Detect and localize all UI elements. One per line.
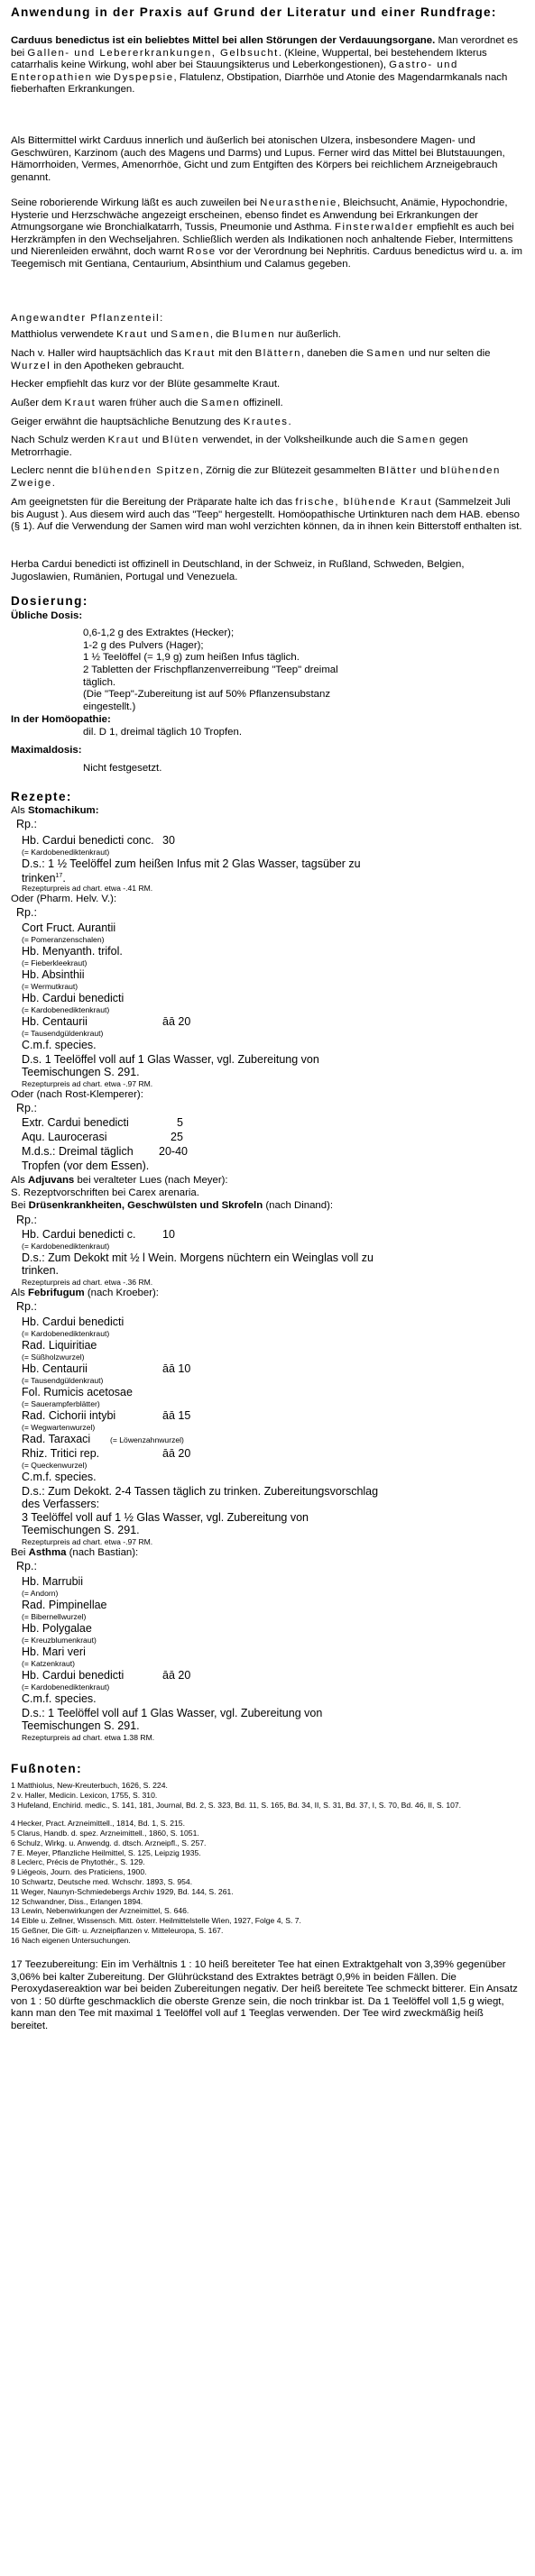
ingredient: Hb. Menyanth. trifol. (22, 945, 123, 958)
ingredient-note: (= Wermutkraut) (22, 982, 78, 991)
ingredient-note: (= Tausendgüldenkraut) (22, 1029, 104, 1038)
footnote: 5 Clarus, Handb. d. spez. Arzneimittell., 1860, S. 1051. (11, 1829, 199, 1838)
ingredient: Rad. Taraxaci (22, 1433, 91, 1445)
footnote: 1 Matthiolus, New-Kreuterbuch, 1626, S. 224. (11, 1781, 168, 1790)
ingredient: Aqu. Laurocerasi (22, 1131, 107, 1143)
plant-parts-line: Nach Schulz werden Kraut und Blüten verwendet, in der Volksheilkunde auch die Samen gegen Metrorrhagie. (11, 435, 468, 458)
recipe-price: Rezepturpreis ad chart. etwa -.97 RM. (22, 1079, 153, 1088)
footnote: 3 Hufeland, Enchirid. medic., S. 141, 181, Journal, Bd. 2, S. 323, Bd. 11, S. 165, Bd. 34, II, S. 31, Bd. 37, I, S. 70, Bd. 46, II, S. 107. (11, 1801, 462, 1810)
ingredient-note: (= Wegwartenwurzel) (22, 1423, 96, 1432)
ingredient: Rhiz. Tritici rep. (22, 1447, 100, 1460)
ingredient-note: (= Süßholzwurzel) (22, 1352, 85, 1361)
intro-paragraph-1: Carduus benedictus ist ein beliebtes Mittel bei allen Störungen der Verdauungsorgane. Man verordnet es bei Gallen- und Lebererkrankungen, Gelbsucht. (Kleine, Wuppertal, bei bestehendem Ikterus catarrhalis keine Wirkung, wohl aber bei Stauungsikterus und Leberkongestionen), Gastro- und Enteropathien wie Dyspepsie, Flatulenz, Obstipation, Diarrhöe und Atonie des Magendarmkanals nach fieberhaften Erkrankungen. (11, 35, 519, 96)
directions: D.s.: 1 ½ Teelöffel zum heißen Infus mit 2 Glas Wasser, tagsüber zu (22, 857, 361, 870)
ingredient-amount: 20-40 (159, 1145, 188, 1158)
ingredient-amount: 25 (171, 1131, 183, 1143)
ingredient-amount: āā 20 (162, 1669, 191, 1682)
directions: D.s.: Zum Dekokt mit ½ l Wein. Morgens nüchtern ein Weinglas voll zu (22, 1251, 374, 1264)
ingredient: Hb. Centaurii (22, 1015, 88, 1028)
recipe-intro: Als Adjuvans bei veralteter Lues (nach Meyer): (11, 1175, 228, 1186)
footnote: 11 Weger, Naunyn-Schmiedebergs Archiv 1929, Bd. 144, S. 261. (11, 1887, 234, 1896)
ingredient-note: (= Kreuzblumenkraut) (22, 1636, 97, 1645)
directions: 3 Teelöffel voll auf 1 ½ Glas Wasser, vgl. Zubereitung von (22, 1511, 309, 1524)
plant-parts-line: Am geeignetsten für die Bereitung der Präparate halte ich das frische, blühende Kraut (Sammelzeit Juli bis August ). Aus diesem wird auch das "Teep" hergestellt. Homöopathische Urtinkturen nach dem HAB. ebenso (§ 1). Auf die Verwendung der Samen wird man wohl verzichten können, da in ihnen kein Bitterstoff enthalten ist. (11, 497, 522, 533)
plant-parts-line: Matthiolus verwendete Kraut und Samen, die Blumen nur äußerlich. (11, 329, 341, 340)
ingredient-note: (= Kardobenediktenkraut) (22, 1242, 110, 1251)
footnote: 16 Nach eigenen Untersuchungen. (11, 1936, 131, 1945)
ingredient: Rad. Cichorii intybi (22, 1409, 116, 1422)
usual-dose-label: Übliche Dosis: (11, 610, 83, 621)
rp-label: Rp.: (16, 906, 37, 919)
footnote: 9 Liégeois, Journ. des Praticiens, 1900. (11, 1867, 147, 1876)
ingredient-amount: āā 20 (162, 1015, 191, 1028)
ingredient: Rad. Pimpinellae (22, 1599, 107, 1611)
footnote-17: 17 Teezubereitung: Ein im Verhältnis 1 : 10 heiß bereiteter Tee hat einen Extraktgehalt von 3,39% gegenüber 3,06% bei kalter Zubereitung. Der Glührückstand des Extraktes beträgt 0,9% in beiden Fällen. Die Peroxydasereaktion war bei beiden Zubereitungen negativ. Der heiß bereitete Tee schmeckt bitterer. Ein Ansatz von 1 : 50 dürfte geschmacklich die oberste Grenze sein, die noch trinkbar ist. Da 1 Teelöffel voll 1,5 g wiegt, kann man den Tee mit maximal 1 Teelöffel voll auf 1 Teeglas verwenden. Der Tee wird zweckmäßig heiß bereitet. (11, 1959, 518, 2031)
recipe-intro: Bei Asthma (nach Bastian): (11, 1547, 139, 1558)
ingredient: Hb. Cardui benedicti (22, 1669, 125, 1682)
rp-label: Rp.: (16, 1560, 37, 1572)
homeopathy-label: In der Homöopathie: (11, 714, 111, 725)
directions: C.m.f. species. (22, 1692, 97, 1705)
ingredient-amount: āā 15 (162, 1409, 191, 1422)
directions: C.m.f. species. (22, 1039, 97, 1051)
footnote: 10 Schwartz, Deutsche med. Wchschr. 1893, S. 954. (11, 1877, 193, 1886)
dose-line: 1 ½ Teelöffel (= 1,9 g) zum heißen Infus täglich. (83, 652, 300, 663)
recipe-intro: Bei Drüsenkrankheiten, Geschwülsten und Skrofeln (nach Dinand): (11, 1200, 334, 1211)
ingredient-note: (= Queckenwurzel) (22, 1461, 88, 1470)
footnote: 2 v. Haller, Medicin. Lexicon, 1755, S. 310. (11, 1791, 158, 1800)
ingredient-note: (= Sauerampferblätter) (22, 1399, 100, 1408)
ingredient: Hb. Cardui benedicti (22, 992, 125, 1004)
footnote: 14 Eible u. Zellner, Wissensch. Mitt. österr. Heilmittelstelle Wien, 1927, Folge 4, S. 7. (11, 1916, 301, 1925)
recipe-reference: S. Rezeptvorschriften bei Carex arenaria. (11, 1187, 199, 1198)
ingredient-amount: 5 (177, 1116, 183, 1129)
recipe-price: Rezepturpreis ad chart. etwa -.41 RM. (22, 884, 153, 893)
recipes-heading: Rezepte: (11, 790, 72, 803)
ingredient-note: (= Kardobenediktenkraut) (22, 1682, 110, 1691)
dose-line: 1-2 g des Pulvers (Hager); (83, 640, 204, 651)
intro-paragraph-2: Als Bittermittel wirkt Carduus innerlich und äußerlich bei atonischen Ulzera, insbesondere Magen- und Geschwüren, Karzinom (auch des Magens und Darms) und Lupus. Ferner wird das Mittel bei Blutstauungen, Hämorrhoiden, Vermes, Amenorrhöe, Gicht und zum Entgiften des Körpers bei reichlichem Arzneigebrauch genannt. (11, 135, 505, 183)
directions: trinken. (22, 1264, 59, 1277)
rp-label: Rp.: (16, 1214, 37, 1226)
page-title: Anwendung in der Praxis auf Grund der Literatur und einer Rundfrage: (11, 5, 497, 19)
dose-line: Nicht festgesetzt. (83, 763, 162, 774)
recipe-intro: Als Febrifugum (nach Kroeber): (11, 1288, 159, 1298)
ingredient-note: (= Kardobenediktenkraut) (22, 1005, 110, 1014)
intro-paragraph-3: Seine roborierende Wirkung läßt es auch zuweilen bei Neurasthenie, Bleichsucht, Anämie, Hypochondrie, Hysterie und Herzschwäche angezeigt erscheinen, ebenso findet es Anwendung bei Erkrankungen der Atmungsorgane wie Bronchialkatarrh, Tussis, Pneumonie und Asthma. Finsterwalder empfiehlt es auch bei Herzkrämpfen in den Wechseljahren. Schließlich werden als Indikationen noch anhaltende Fieber, Intermittens und Nierenleiden erwähnt, doch warnt Rose vor der Verordnung bei Nephritis. Carduus benedictus wird u. a. im Teegemisch mit Gentiana, Centaurium, Absinthium und Calamus gegeben. (11, 197, 522, 270)
footnote: 4 Hecker, Pract. Arzneimittell., 1814, Bd. 1, S. 215. (11, 1819, 185, 1828)
plant-parts-heading: Angewandter Pflanzenteil: (11, 313, 164, 324)
footnote: 6 Schulz, Wirkg. u. Anwendg. d. dtsch. Arzneipfl., S. 257. (11, 1838, 207, 1847)
plant-parts-line: Hecker empfiehlt das kurz vor der Blüte gesammelte Kraut. (11, 379, 281, 390)
dose-line: dil. D 1, dreimal täglich 10 Tropfen. (83, 727, 243, 738)
footnote: 8 Leclerc, Précis de Phytothér., S. 129. (11, 1857, 145, 1866)
footnote: 13 Lewin, Nebenwirkungen der Arzneimittel, S. 646. (11, 1906, 189, 1915)
ingredient-amount: āā 10 (162, 1362, 191, 1375)
directions: Teemischungen S. 291. (22, 1524, 140, 1536)
footnote: 7 E. Meyer, Pflanzliche Heilmittel, S. 125, Leipzig 1935. (11, 1848, 201, 1857)
ingredient: Extr. Cardui benedicti (22, 1116, 129, 1129)
ingredient-note: (= Löwenzahnwurzel) (110, 1435, 184, 1444)
dosage-heading: Dosierung: (11, 594, 88, 608)
directions: Tropfen (vor dem Essen). (22, 1160, 150, 1172)
plant-parts-line: Herba Cardui benedicti ist offizinell in Deutschland, in der Schweiz, in Rußland, Schweden, Belgien, Jugoslawien, Rumänien, Portugal und Venezuela. (11, 559, 465, 582)
ingredient: Hb. Centaurii (22, 1362, 88, 1375)
recipe-price: Rezepturpreis ad chart. etwa -.97 RM. (22, 1537, 153, 1546)
ingredient: Hb. Absinthii (22, 968, 85, 981)
footnotes-heading: Fußnoten: (11, 1762, 83, 1775)
recipe-intro: Oder (nach Rost-Klemperer): (11, 1089, 143, 1100)
recipe-price: Rezepturpreis ad chart. etwa -.36 RM. (22, 1278, 153, 1287)
directions: des Verfassers: (22, 1498, 100, 1510)
footnote: 15 Geßner, Die Gift- u. Arzneipflanzen v. Mitteleuropa, S. 167. (11, 1926, 224, 1935)
recipe-intro: Als Stomachikum: (11, 805, 99, 816)
directions: D.s.: 1 Teelöffel voll auf 1 Glas Wasser, vgl. Zubereitung von (22, 1707, 323, 1719)
directions: trinken$^{17}$. (22, 872, 66, 885)
ingredient-note: (= Katzenkraut) (22, 1659, 75, 1668)
directions: Teemischungen S. 291. (22, 1066, 140, 1078)
dose-line: (Die "Teep"-Zubereitung ist auf 50% Pflanzensubstanz (83, 689, 331, 700)
ingredient: Hb. Cardui benedicti conc. (22, 834, 154, 847)
ingredient: Hb. Polygalae (22, 1622, 92, 1635)
dose-line: täglich. (83, 677, 116, 688)
ingredient: Hb. Cardui benedicti c. (22, 1228, 136, 1241)
plant-parts-line: Geiger erwähnt die hauptsächliche Benutzung des Krautes. (11, 417, 291, 427)
directions: Teemischungen S. 291. (22, 1719, 140, 1732)
ingredient-amount: 10 (162, 1228, 175, 1241)
dose-line: 2 Tabletten der Frischpflanzenverreibung "Teep" dreimal (83, 665, 338, 675)
ingredient-note: (= Andorn) (22, 1589, 59, 1598)
directions: D.s. 1 Teelöffel voll auf 1 Glas Wasser, vgl. Zubereitung von (22, 1053, 319, 1066)
recipe-price: Rezepturpreis ad chart. etwa 1.38 RM. (22, 1733, 155, 1742)
ingredient: Rad. Liquiritiae (22, 1339, 97, 1352)
ingredient-note: (= Pomeranzenschalen) (22, 935, 105, 944)
ingredient-note: (= Bibernellwurzel) (22, 1612, 87, 1621)
dose-line: 0,6-1,2 g des Extraktes (Hecker); (83, 628, 235, 638)
rp-label: Rp.: (16, 1102, 37, 1114)
ingredient: Hb. Marrubii (22, 1575, 84, 1588)
ingredient-note: (= Tausendgüldenkraut) (22, 1376, 104, 1385)
plant-parts-line: Außer dem Kraut waren früher auch die Samen offizinell. (11, 398, 283, 408)
max-dose-label: Maximaldosis: (11, 745, 82, 756)
ingredient: Hb. Cardui benedicti (22, 1316, 125, 1328)
rp-label: Rp.: (16, 818, 37, 830)
recipe-intro: Oder (Pharm. Helv. V.): (11, 894, 117, 904)
dose-line: eingestellt.) (83, 701, 136, 712)
ingredient-note: (= Kardobenediktenkraut) (22, 1329, 110, 1338)
ingredient-note: (= Kardobenediktenkraut) (22, 848, 110, 857)
ingredient-note: (= Fieberkleekraut) (22, 958, 88, 967)
directions: M.d.s.: Dreimal täglich (22, 1145, 134, 1158)
footnote: 12 Schwandner, Diss., Erlangen 1894. (11, 1897, 143, 1906)
ingredient-amount: āā 20 (162, 1447, 191, 1460)
plant-parts-line: Leclerc nennt die blühenden Spitzen, Zörnig die zur Blütezeit gesammelten Blätter und blühenden Zweige. (11, 465, 501, 489)
rp-label: Rp.: (16, 1300, 37, 1313)
plant-parts-line: Nach v. Haller wird hauptsächlich das Kraut mit den Blättern, daneben die Samen und nur selten die Wurzel in den Apotheken gebraucht. (11, 348, 491, 371)
directions: D.s.: Zum Dekokt. 2-4 Tassen täglich zu trinken. Zubereitungsvorschlag (22, 1485, 379, 1498)
directions: C.m.f. species. (22, 1471, 97, 1483)
ingredient: Hb. Mari veri (22, 1646, 86, 1658)
ingredient: Cort Fruct. Aurantii (22, 921, 116, 934)
ingredient-amount: 30 (162, 834, 175, 847)
ingredient: Fol. Rumicis acetosae (22, 1386, 133, 1398)
